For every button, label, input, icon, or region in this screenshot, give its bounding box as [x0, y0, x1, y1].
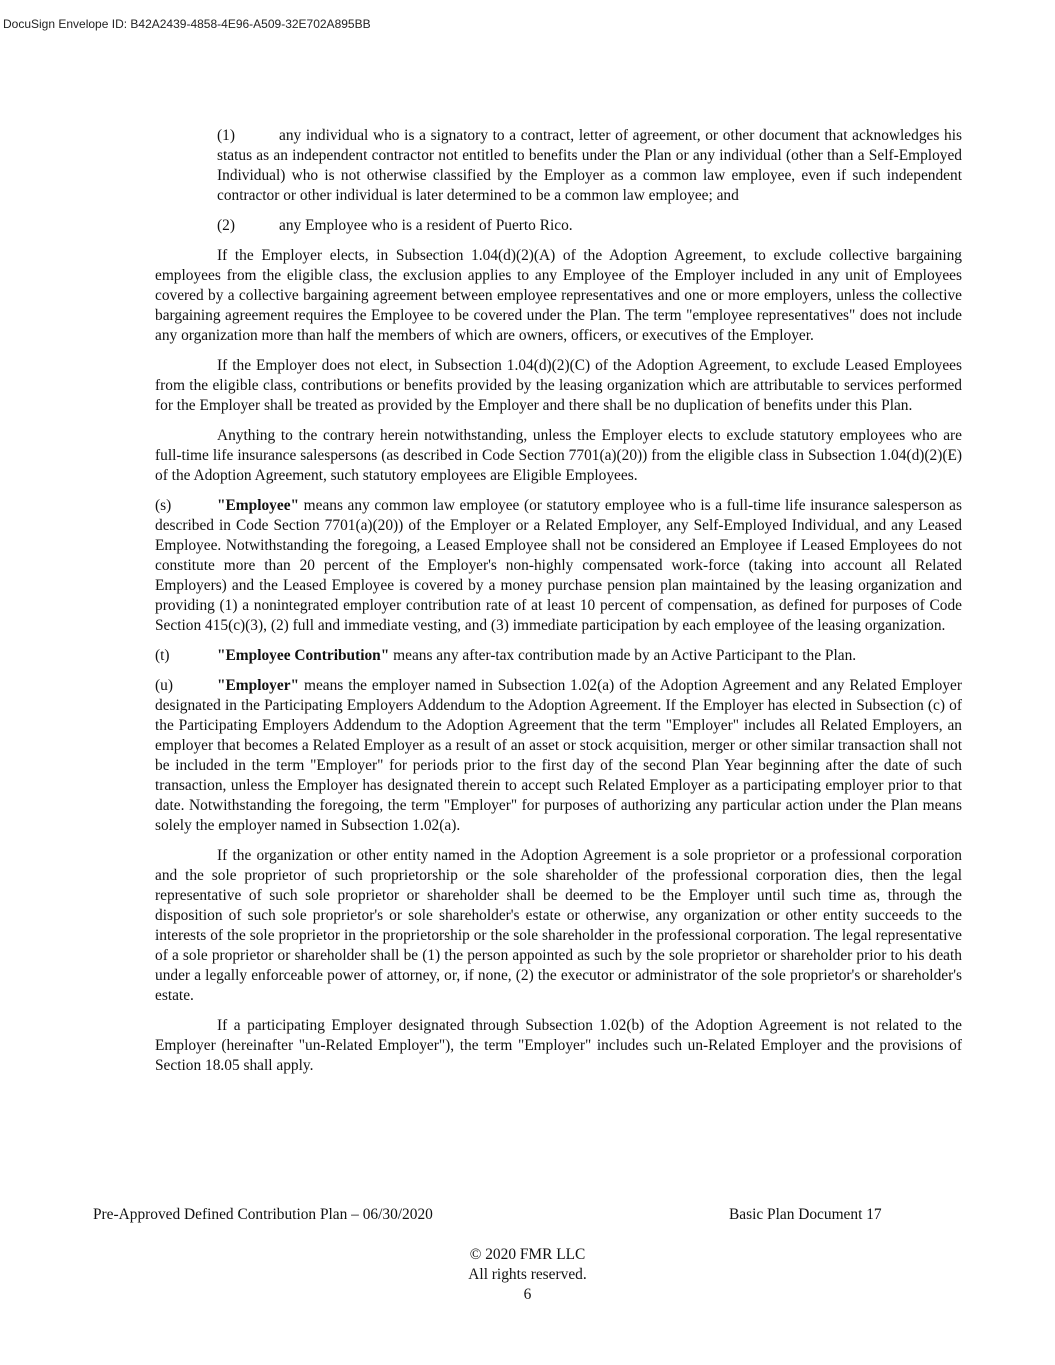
- definition-employee-contribution: [155, 646, 962, 666]
- footer-copyright-block: [0, 1245, 1055, 1305]
- definition-letter: (s): [155, 497, 172, 514]
- envelope-id-header: DocuSign Envelope ID: B42A2439-4858-4E96-A509-32E702A895BB: [3, 17, 371, 31]
- definition-employee: [155, 496, 962, 636]
- footer-plan-name: Pre-Approved Defined Contribution Plan – 06/30/2020: [93, 1206, 433, 1223]
- item-number: (2): [217, 217, 235, 234]
- item-number: (1): [217, 127, 235, 144]
- document-body: [155, 126, 962, 1086]
- paragraph-sole-proprietor: If the organization or other entity named in the Adoption Agreement is a sole proprietor or a professional corporation and the sole proprietor of such proprietorship or the sole shareholder of the professional corporation dies, then the legal representative of such sole proprietor or shareholder shall be deemed to be the Employer until such time as, through the disposition of such sole proprietor's or sole shareholder's estate or otherwise, any organization or other entity succeeds to the interests of the sole proprietor in the proprietorship or the sole shareholder in the professional corporation. The legal representative of a sole proprietor or shareholder shall be (1) the person appointed as such by the sole proprietor or shareholder prior to his death under a legally enforceable power of attorney, or, if none, (2) the executor or administrator of the sole proprietor's or shareholder's estate.: [155, 847, 962, 1004]
- definition-text: means any common law employee (or statutory employee who is a full-time life insurance salesperson as described in Code Section 7701(a)(20)) of the Employer or a Related Employer, any Self-Employed Individual, and any Leased Employee. Notwithstanding the foregoing, a Leased Employee shall not be considered an Employee if Leased Employees do not constitute more than 20 percent of the Employer's non-highly compensated work-force (taking into account all Related Employers) and the Leased Employee is covered by a money purchase pension plan maintained by the leasing organization and providing (1) a nonintegrated employer contribution rate of at least 10 percent of compensation, as defined for purposes of Code Section 415(c)(3), (2) full and immediate vesting, and (3) immediate participation by each employee of the leasing organization.: [155, 497, 962, 634]
- defined-term: "Employer": [217, 677, 300, 694]
- defined-term: "Employee Contribution": [217, 647, 390, 664]
- definition-text: means the employer named in Subsection 1.02(a) of the Adoption Agreement and any Related Employer designated in the Participating Employers Addendum to the Adoption Agreement. If the Employer has elected in Subsection (c) of the Participating Employers Addendum to the Adoption Agreement that the term "Employer" includes all Related Employers, an employer that becomes a Related Employer as a result of an asset or stock acquisition, merger or other similar transaction shall not be included in the term "Employer" for periods prior to the first day of the second Plan Year beginning after the date of such transaction, unless the Employer has designated therein to accept such Related Employer as a participating employer prior to that date. Notwithstanding the foregoing, the term "Employer" for purposes of authorizing any particular action under the Plan means solely the employer named in Subsection 1.02(a).: [155, 677, 962, 834]
- paragraph-statutory-employees: Anything to the contrary herein notwithstanding, unless the Employer elects to exclude statutory employees who are full-time life insurance salespersons (as described in Code Section 7701(a)(20)) from the eligible class in Subsection 1.04(d)(2)(E) of the Adoption Agreement, such statutory employees are Eligible Employees.: [155, 427, 962, 484]
- paragraph-leased-employees: If the Employer does not elect, in Subsection 1.04(d)(2)(C) of the Adoption Agreement, to exclude Leased Employees from the eligible class, contributions or benefits provided by the leasing organization which are attributable to services performed for the Employer shall be treated as provided by the Employer and there shall be no duplication of benefits under this Plan.: [155, 357, 962, 414]
- definition-text: means any after-tax contribution made by an Active Participant to the Plan.: [389, 647, 857, 664]
- item-text: any Employee who is a resident of Puerto Rico.: [279, 217, 573, 234]
- list-item-1: [217, 126, 962, 206]
- list-item-2: [217, 216, 962, 236]
- rights-text: All rights reserved.: [468, 1266, 587, 1283]
- paragraph-un-related-employer: If a participating Employer designated through Subsection 1.02(b) of the Adoption Agreement is not related to the Employer (hereinafter "un-Related Employer"), the term "Employer" includes such un-Related Employer and the provisions of Section 18.05 shall apply.: [155, 1017, 962, 1074]
- page-number: 6: [523, 1286, 532, 1303]
- definition-employer: [155, 676, 962, 836]
- defined-term: "Employee": [217, 497, 300, 514]
- item-text: any individual who is a signatory to a contract, letter of agreement, or other document that acknowledges his status as an independent contractor not entitled to benefits under the Plan or any individual (other than a Self-Employed Individual) who is not otherwise classified by the Employer as a common law employee, even if such independent contractor or other individual is later determined to be a common law employee; and: [217, 127, 962, 204]
- definition-letter: (u): [155, 677, 173, 694]
- copyright-text: © 2020 FMR LLC: [469, 1246, 586, 1263]
- paragraph-collective-bargaining: If the Employer elects, in Subsection 1.04(d)(2)(A) of the Adoption Agreement, to exclude collective bargaining employees from the eligible class, the exclusion applies to any Employee of the Employer included in any unit of Employees covered by a collective bargaining agreement between employee representatives and one or more employers, unless the collective bargaining agreement requires the Employee to be covered under the Plan. The term "employee representatives" does not include any organization more than half the members of which are owners, officers, or executives of the Employer.: [155, 247, 962, 344]
- footer-document-name: Basic Plan Document 17: [729, 1206, 882, 1223]
- definition-letter: (t): [155, 647, 170, 664]
